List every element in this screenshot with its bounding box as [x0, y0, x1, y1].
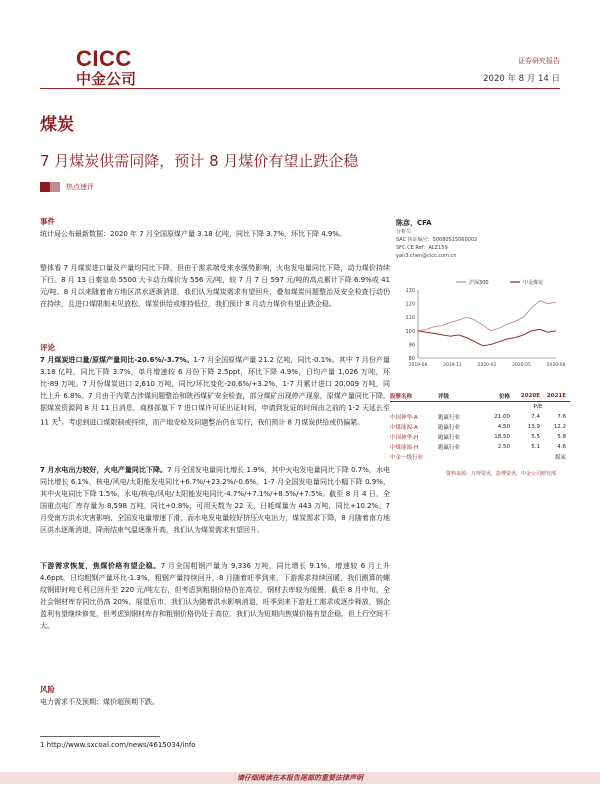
- table-cell: 跑赢行业: [438, 415, 461, 421]
- comment-p3-lead: 下游需求恢复，焦煤价格有望企稳。: [40, 562, 161, 570]
- y-tick-label: 90: [408, 342, 415, 349]
- cicc-logo: [76, 48, 156, 88]
- x-tick-label: 2020-02: [477, 363, 497, 368]
- comment-heading: 评论: [40, 343, 55, 352]
- footnote-divider: [40, 736, 160, 737]
- report-title: 7 月煤炭供需同降，预计 8 月煤价有望止跌企稳: [40, 152, 359, 170]
- table-cell: 2.50: [497, 444, 510, 450]
- col-header-name: 股票名称: [390, 394, 413, 400]
- table-cell: 5.1: [531, 444, 540, 450]
- table-row: [390, 432, 570, 442]
- table-cell: 煤炭: [554, 455, 566, 461]
- y-tick-label: 130: [405, 288, 415, 294]
- y-tick-label: 120: [405, 301, 415, 308]
- table-cell: 12.2: [553, 424, 566, 430]
- x-tick-label: 2020-05: [512, 363, 531, 368]
- table-cell: 4.50: [497, 424, 510, 430]
- risk-heading: 风险: [40, 685, 55, 694]
- table-cell: 5.5: [531, 434, 540, 440]
- analyst-sfc: SFC CE Ref：ALZ159: [396, 245, 448, 251]
- x-tick-label: 2020-08: [546, 363, 566, 368]
- report-date: 2020 年 8 月 14 日: [483, 74, 560, 84]
- x-tick-label: 2019-08: [408, 363, 428, 368]
- comment-paragraph-1: [40, 354, 390, 428]
- table-cell: 跑赢行业: [438, 445, 461, 451]
- comment-paragraph-3: [40, 560, 390, 632]
- table-cell: 7.6: [557, 414, 566, 420]
- table-row: [390, 412, 570, 422]
- table-cell: 5.8: [557, 434, 566, 440]
- analyst-block: [396, 218, 566, 260]
- table-cell: 中煤能源-H: [390, 445, 419, 451]
- performance-chart: [396, 276, 566, 376]
- table-cell: 21.00: [494, 414, 510, 420]
- table-cell: 跑赢行业: [438, 435, 461, 441]
- report-type: 证券研究报告: [518, 57, 560, 65]
- logo-cn: 中金公司: [76, 70, 137, 88]
- series-line-0: [418, 301, 556, 331]
- table-cell: 跑赢行业: [438, 425, 461, 431]
- col-header-2020e: 2020E: [520, 393, 540, 399]
- rating-table: [390, 391, 570, 462]
- table-subheader-row: [390, 402, 570, 412]
- col-header-price: 价格: [498, 394, 510, 400]
- y-tick-label: 80: [408, 356, 415, 362]
- col-header-2021e: 2021E: [546, 393, 566, 399]
- event-paragraph-1: 统计局公布最新数据：2020 年 7 月全国原煤产量 3.18 亿吨，同比下降 3.7%，环比下降 4.9%。: [40, 230, 346, 238]
- tag-square-dark: [40, 182, 50, 192]
- footnote: 1 http://www.sxcoal.com/news/4615034/info: [40, 741, 196, 749]
- table-row: [390, 442, 570, 452]
- comment-p2-body: 7 月全国发电量同比增长 1.9%，其中火电发电量同比下降 0.7%，水电同比增长 6.1%，核电/风电/太阳能发电同比+6.7%/+23.2%/-0.6%。1-7 月全国发电量同比小幅下降 0.9%，其中火电同比下降 1.5%，水电/核电/风电/太阳能发电同比-4.7%/+7.1%/+8.5%/+7.5%。截至 8 月 4 日，全国重点电厂库存量为 8,598 万吨，同比+0.8%，可用天数为 22 天，日耗煤量为 443 万吨，同比+10.2%。7 月受南方洪水灾害影响，全国发电量增速下滑，而水电发电量较好挤压火电出力，煤炭需求下降，8 月随着南方地区洪水逐渐消退，降雨结束气温逐渐升高，我们认为煤炭需求有望回升。: [40, 466, 390, 534]
- table-cell: 中国神华-A: [390, 415, 418, 421]
- legend-label: 中金煤炭: [523, 280, 544, 286]
- col-header-rating: 评级: [438, 394, 450, 400]
- comment-p1-lead: 7 月煤炭进口量/原煤产量同比-20.6%/-3.7%。: [40, 356, 194, 364]
- table-cell: 中金一级行业: [390, 455, 424, 461]
- event-paragraph-2: 整体看 7 月煤炭进口量及产量均同比下降，但由于需求端受来水强势影响，火电发电量同比下降，动力煤价持续下行。8 月 13 日秦皇岛 5500 大卡动力煤价为 556 元/吨，较 7 月 7 日 597 元/吨的高点累计下降 6.9%或 41 元/吨。8 月以来随着南方地区洪水逐渐消退，我们认为煤炭需求有望回升，叠加煤炭问题整治及安全检查行动仍在持续，且进口煤限制未见放松，煤炭供给或维持低位，我们预计 8 月动力煤价有望止跌企稳。: [40, 264, 390, 308]
- table-cell: 中煤能源-A: [390, 425, 418, 431]
- tag-square-light: [50, 182, 60, 192]
- disclaimer: 请仔细阅读在本报告尾部的重要法律声明: [237, 774, 363, 782]
- header-divider: [40, 88, 560, 89]
- tagline-text: 热点速评: [66, 183, 94, 191]
- comment-paragraph-2: [40, 464, 390, 536]
- analyst-email[interactable]: yan3.chen@cicc.com.cn: [396, 253, 457, 259]
- source-note: 资料来源：万得资讯，彭博资讯，中金公司研究部: [446, 471, 557, 477]
- table-row: [390, 452, 570, 462]
- analyst-name: 陈彦，CFA: [396, 219, 432, 227]
- comment-p2-lead: 7 月水电出力较好，火电产量同比下降。: [40, 466, 168, 474]
- table-cell: 13.9: [527, 424, 540, 430]
- logo-en: CICC: [76, 46, 132, 71]
- comment-p1-body: 1-7 月全国原煤产量 21.2 亿吨，同比-0.1%。其中 7 月份产量 3.18 亿吨，同比下降 3.7%，单月增速较 6 月份下降 2.5ppt，环比下降 4.9%，日均产量 1,026 万吨，环比-89 万吨。7 月份煤炭进口 2,610 万吨，同比/环比变化-20.6%/+3.2%，1-7 月累计进口 20,009 万吨，同比上升 6.8%。7 月由于内蒙古涉煤问题整治和陕西煤矿安全检查，部分煤矿出现停产现象，原煤产量同比下降。据煤炭资源网 8 月 11 日消息，商務部旗下 7 进口煤许可证出证时间，申请到发证的时间由之前的 1-2 天延长至 11 天: [40, 356, 390, 427]
- tagline: [40, 182, 94, 192]
- footnote-ref: 1: [58, 417, 62, 423]
- sector-title: 煤炭: [40, 115, 74, 135]
- event-heading: 事件: [40, 217, 55, 226]
- risk-paragraph: 电力需求不及预期；煤价超预期下跌。: [40, 698, 159, 706]
- analyst-role: 分析员: [396, 229, 412, 235]
- y-tick-label: 110: [405, 315, 415, 322]
- comment-p3-body: 7 月全国粗钢产量为 9,336 万吨，同比增长 9.1%，增速较 6 月上升 4.6ppt，日均粗钢产量环比-1.3%，粗钢产量持续回升，8 月随着旺季到来，下游需求持续回暖，我们测算的螺纹钢即时吨毛利已回升至 220 元/吨左右，但考虑到粗钢价格仍在高位，钢材去库较为缓慢，截至 8 月中旬，全社会钢材库存同比仍高 20%，展望后市，我们认为随着洪水影响消退，旺季到来下游赶工需求或逐步释放，钢企盈利有望继续修复，但考虑到钢材库存和粗钢价格仍处于高位，我们认为短期内焦煤价格有望企稳，但上行空间不大。: [40, 562, 390, 630]
- series-line-1: [418, 329, 556, 345]
- legend-label: 沪深300: [469, 280, 489, 286]
- y-tick-label: 100: [405, 328, 415, 335]
- comment-p1-tail: 。考虑到进口煤限制或持续，而产地安检及问题整治仍在实行，我们预计 8 月煤炭供给或仍偏紧。: [61, 418, 365, 427]
- analyst-sac: SAC 执证编号：S0080515060002: [396, 237, 478, 243]
- table-cell: 4.6: [557, 444, 566, 450]
- pe-subheader: P/E: [533, 404, 543, 410]
- table-header-row: [390, 391, 570, 402]
- table-row: [390, 422, 570, 432]
- x-tick-label: 2019-11: [443, 363, 462, 368]
- table-cell: 7.4: [531, 414, 540, 420]
- table-cell: 18.50: [494, 434, 510, 440]
- table-cell: 中国神华-H: [390, 435, 419, 441]
